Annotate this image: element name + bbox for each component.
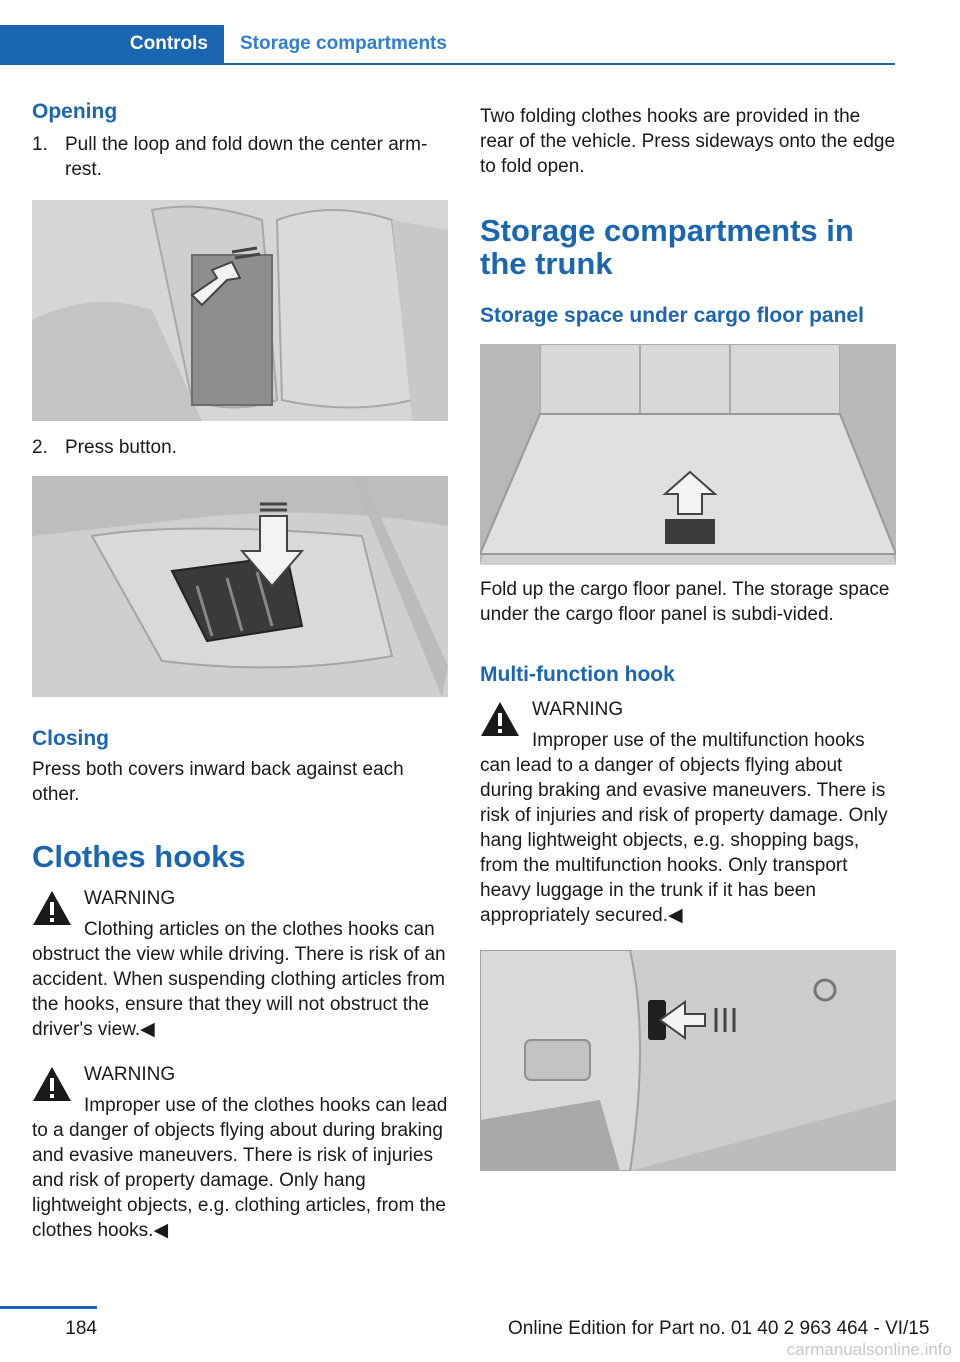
section-tab: Controls bbox=[0, 25, 224, 63]
left-column bbox=[32, 100, 448, 1243]
clothes-hooks-heading: Clothes hooks bbox=[32, 839, 246, 874]
warning-text: Improper use of the clothes hooks can lead to a danger of objects flying about during braking and evasive maneuvers. There is risk of injuries and risk of property damage. Only hang lightweight objects, e.g. clothing articles, from the clothes hooks.◀ bbox=[32, 1094, 448, 1241]
page-number: 184 bbox=[65, 1318, 97, 1339]
cargo-floor-text: Fold up the cargo floor panel. The storage space under the cargo floor panel is subdi‐vided. bbox=[480, 579, 890, 626]
warning-triangle-icon bbox=[32, 1066, 72, 1102]
warning-block-1 bbox=[32, 886, 448, 1042]
watermark: carmanualsonline.info bbox=[786, 1340, 952, 1359]
page-header bbox=[0, 25, 895, 65]
step-number: 2. bbox=[32, 437, 48, 458]
armrest-button-image bbox=[32, 476, 448, 697]
step-2 bbox=[32, 435, 448, 460]
warning-text: Clothing articles on the clothes hooks can obstruct the view while driving. There is risk of an accident. When suspending clothing articles from the hooks, ensure that they will not obstruct the driver's view.◀ bbox=[32, 918, 446, 1040]
multi-function-hook-heading: Multi-function hook bbox=[480, 663, 675, 687]
closing-text: Press both covers inward back against each other. bbox=[32, 759, 404, 805]
warning-title: WARNING bbox=[84, 887, 176, 909]
warning-text: Improper use of the multifunction hooks can lead to a danger of objects flying about during braking and evasive maneuvers. There is risk of injuries and risk of property damage. Only hang lightweight objects, e.g. shopping bags, from the multifunction hooks. Only transport heavy luggage in the trunk if it has been appropriately secured.◀ bbox=[480, 730, 888, 927]
step-1 bbox=[32, 132, 448, 182]
rear-seat-armrest-image bbox=[32, 200, 448, 421]
clothes-hooks-intro-text: Two folding clothes hooks are provided in the rear of the vehicle. Press sideways onto the edge to fold open. bbox=[480, 106, 896, 177]
cargo-floor-panel-image bbox=[480, 344, 896, 565]
warning-title: WARNING bbox=[532, 699, 624, 721]
warning-triangle-icon bbox=[480, 701, 520, 737]
right-column bbox=[480, 100, 896, 1171]
step-text: Press button. bbox=[65, 437, 177, 458]
warning-block-2 bbox=[32, 1062, 448, 1243]
multi-function-hook-image bbox=[480, 950, 896, 1171]
edition-footer: Online Edition for Part no. 01 40 2 963 464 - VI/15 bbox=[508, 1318, 930, 1339]
cargo-floor-heading: Storage space under cargo floor panel bbox=[480, 304, 864, 328]
step-number: 1. bbox=[32, 134, 48, 155]
step-text: Pull the loop and fold down the center arm‐rest. bbox=[65, 134, 428, 180]
warning-block-3 bbox=[480, 697, 896, 928]
trunk-storage-heading: Storage compartments in the trunk bbox=[480, 213, 854, 281]
warning-title: WARNING bbox=[84, 1063, 176, 1085]
footer-rule bbox=[0, 1306, 97, 1309]
opening-heading: Opening bbox=[32, 100, 118, 123]
subsection-tab: Storage compartments bbox=[240, 33, 447, 54]
warning-triangle-icon bbox=[32, 890, 72, 926]
closing-heading: Closing bbox=[32, 727, 109, 750]
